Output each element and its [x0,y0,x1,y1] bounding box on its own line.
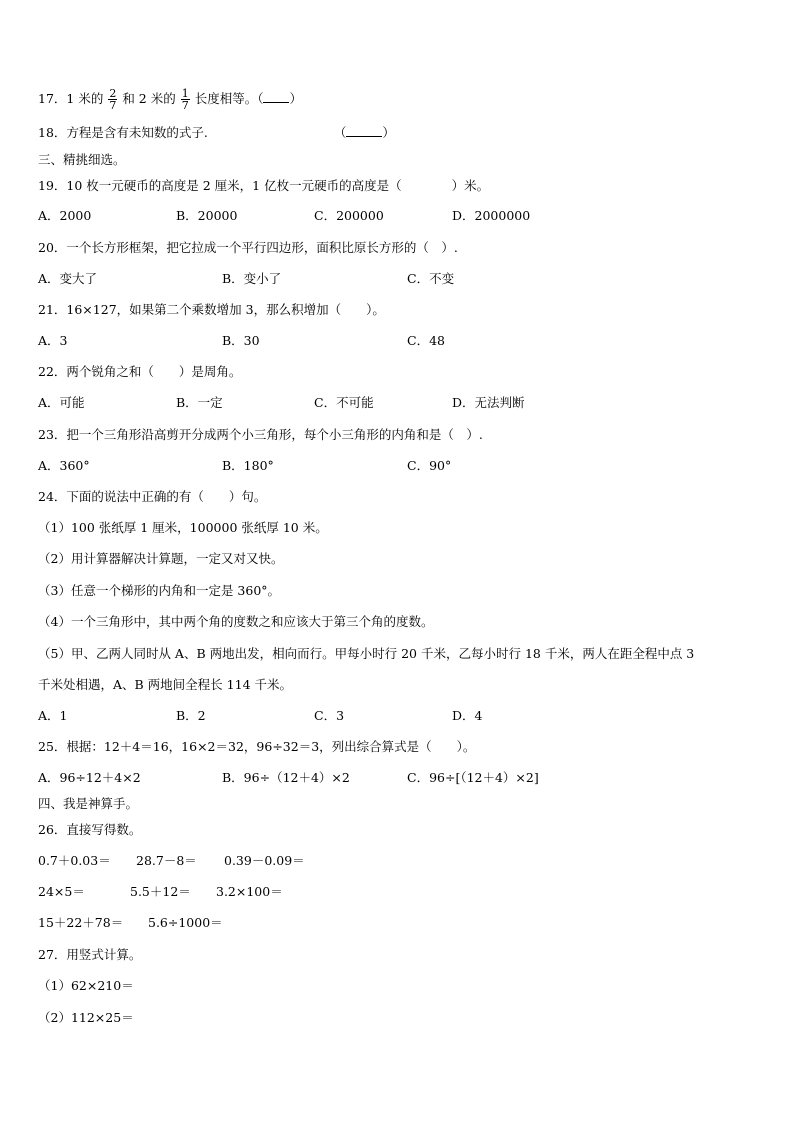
question-22: 22．两个锐角之和（ ）是周角。 [38,364,242,379]
calc-item: 3.2×100＝ [216,884,283,899]
section-heading-4: 四、我是神算手。 [38,796,139,811]
question-18: 18．方程是含有未知数的式子. （ ） [38,125,395,140]
calc-item: 24×5＝ [38,884,85,899]
section-heading-3: 三、精挑细选。 [38,152,126,167]
option-d[interactable]: D．4 [452,708,483,723]
option-b[interactable]: B．2 [176,708,206,723]
option-a[interactable]: A．2000 [38,208,92,223]
option-b[interactable]: B．20000 [176,208,238,223]
option-c[interactable]: C．48 [407,333,445,348]
question-25: 25．根据：12＋4＝16，16×2＝32，96÷32＝3，列出综合算式是（ ）。 [38,739,476,754]
option-a[interactable]: A．1 [38,708,68,723]
option-c[interactable]: C．3 [314,708,345,723]
option-c[interactable]: C．不变 [407,271,455,286]
calc-item: 28.7－8＝ [136,853,197,868]
question-21: 21．16×127，如果第二个乘数增加 3，那么积增加（ ）。 [38,302,385,317]
question-26: 26．直接写得数。 [38,822,142,837]
question-24: 24．下面的说法中正确的有（ ）句。 [38,489,267,504]
question-20: 20．一个长方形框架，把它拉成一个平行四边形，面积比原长方形的（ ）. [38,240,458,255]
option-a[interactable]: A．96÷12＋4×2 [38,770,141,785]
calc-item: 5.6÷1000＝ [148,915,223,930]
q17-text-1: 17．1 米的 [38,91,104,106]
fraction-1-7: $\frac{1}{7}$ [181,87,189,112]
q27-item-2: （2）112×25＝ [38,1010,134,1025]
q17-text-3: 长度相等。（ [194,91,264,106]
calc-item: 0.39－0.09＝ [224,853,305,868]
calc-item: 15＋22＋78＝ [38,915,124,930]
q24-statement-5-cont: 千米处相遇，A、B 两地间全程长 114 千米。 [38,677,292,692]
option-b[interactable]: B．变小了 [222,271,282,286]
option-a[interactable]: A．3 [38,333,68,348]
q24-statement-4: （4）一个三角形中，其中两个角的度数之和应该大于第三个角的度数。 [38,614,434,629]
question-19: 19．10 枚一元硬币的高度是 2 厘米，1 亿枚一元硬币的高度是（ ）米。 [38,178,490,193]
q24-statement-3: （3）任意一个梯形的内角和一定是 360°。 [38,583,281,598]
option-d[interactable]: D．无法判断 [452,395,525,410]
calc-item: 0.7＋0.03＝ [38,853,111,868]
fraction-2-7: $\frac{2}{7}$ [109,87,117,112]
q18-text: 18．方程是含有未知数的式子. [38,125,208,140]
option-c[interactable]: C．不可能 [314,395,374,410]
q27-item-1: （1）62×210＝ [38,978,134,993]
option-a[interactable]: A．360° [38,458,90,473]
option-b[interactable]: B．96÷（12＋4）×2 [222,770,350,785]
option-c[interactable]: C．96÷[（12＋4）×2] [407,770,539,785]
option-a[interactable]: A．可能 [38,395,85,410]
option-c[interactable]: C．200000 [314,208,384,223]
q24-statement-5: （5）甲、乙两人同时从 A、B 两地出发，相向而行。甲每小时行 20 千米，乙每小时行 18 千米，两人在距全程中点 3 [38,646,695,661]
option-a[interactable]: A．变大了 [38,271,98,286]
q17-text-4: ） [289,91,302,106]
q17-text-2: 和 2 米的 [122,91,176,106]
option-d[interactable]: D．2000000 [452,208,531,223]
q24-statement-2: （2）用计算器解决计算题，一定又对又快。 [38,551,284,566]
answer-blank[interactable] [346,124,382,137]
calc-item: 5.5＋12＝ [130,884,191,899]
q24-statement-1: （1）100 张纸厚 1 厘米，100000 张纸厚 10 米。 [38,520,328,535]
option-b[interactable]: B．30 [222,333,260,348]
question-23: 23．把一个三角形沿高剪开分成两个小三角形，每个小三角形的内角和是（ ）. [38,427,483,442]
option-b[interactable]: B．180° [222,458,274,473]
option-c[interactable]: C．90° [407,458,452,473]
answer-blank[interactable] [263,90,289,103]
question-27: 27．用竖式计算。 [38,947,142,962]
question-17 [38,88,302,111]
option-b[interactable]: B．一定 [176,395,223,410]
